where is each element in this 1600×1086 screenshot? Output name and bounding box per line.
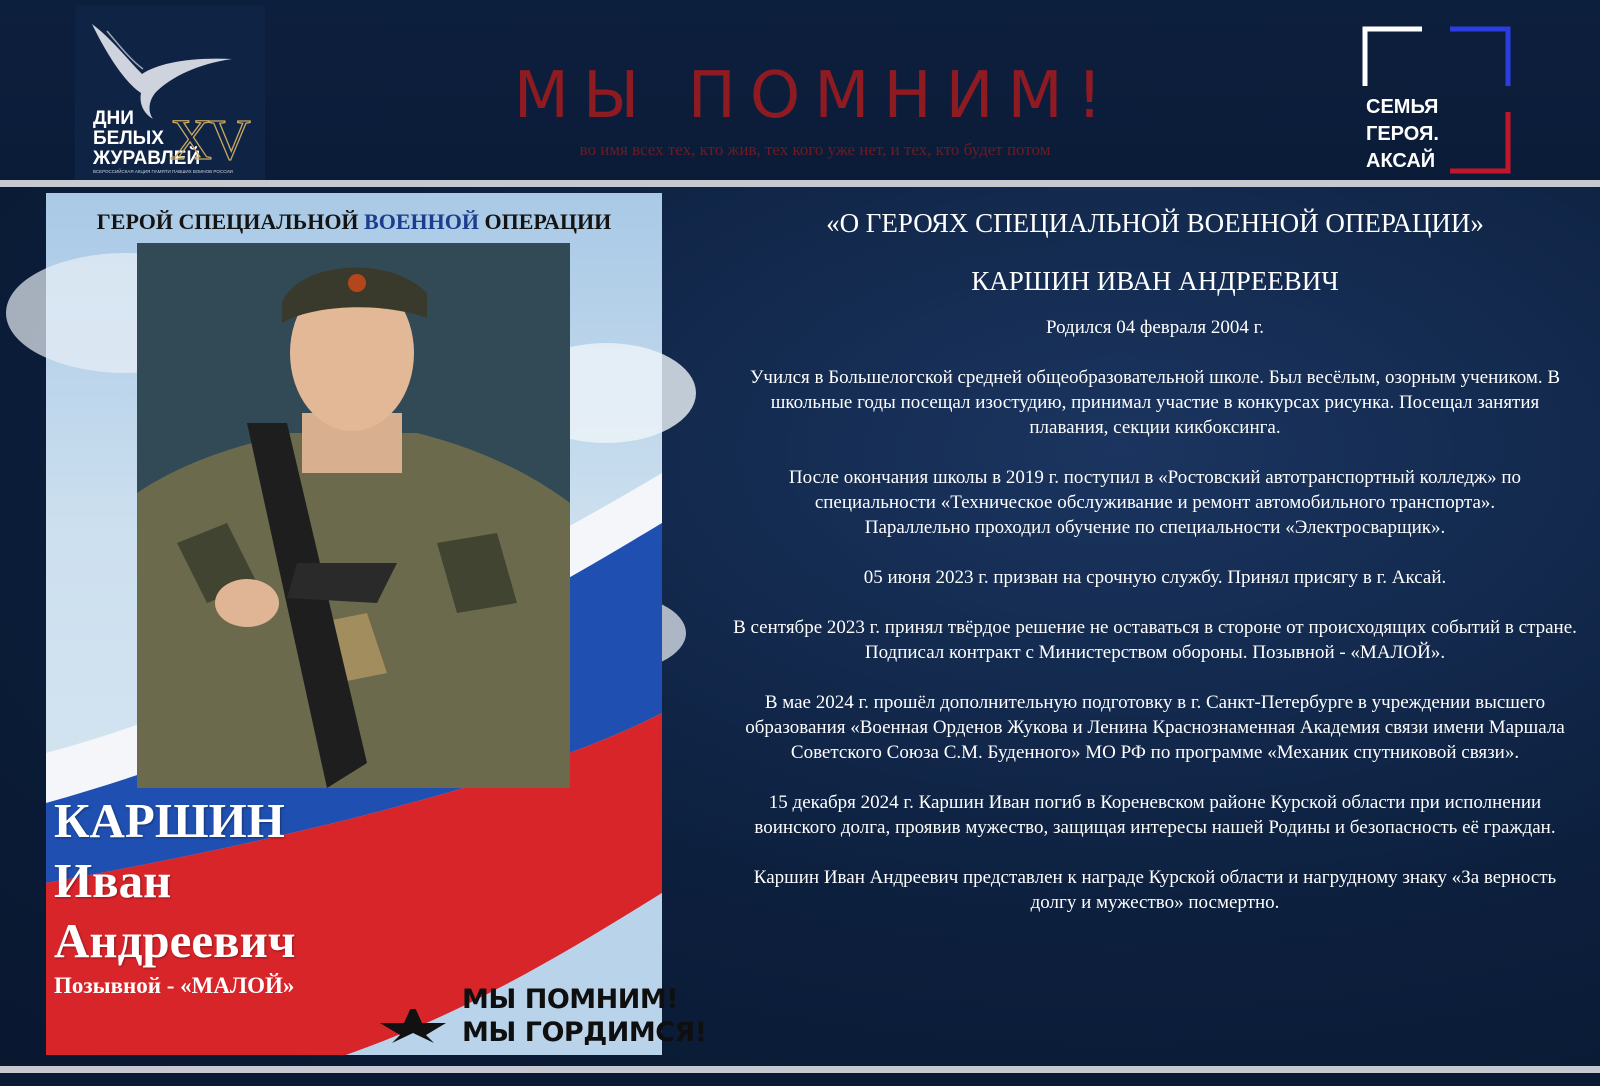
page-subtitle: во имя всех тех, кто жив, тех кого уже нет, и тех, кто будет потом	[579, 140, 1051, 159]
top-divider	[0, 180, 1600, 187]
hero-callsign: Позывной - «МАЛОЙ»	[54, 973, 295, 998]
logo-text-line1: ДНИ	[93, 108, 134, 129]
hero-first-name: Иван	[54, 853, 172, 908]
hero-family-logo-text	[1366, 94, 1439, 175]
hero-poster	[46, 193, 707, 1055]
slogan-line2: МЫ ГОРДИМСЯ!	[462, 1017, 707, 1048]
hero-family-line3: АКСАЙ	[1366, 150, 1436, 172]
logo-tagline: ВСЕРОССИЙСКАЯ АКЦИЯ ПАМЯТИ ПАВШИХ ВОИНОВ РОССИИ	[93, 169, 233, 174]
logo-text-line2: БЕЛЫХ	[93, 128, 164, 149]
bio-paragraph-contract: В сентябре 2023 г. принял твёрдое решение не оставаться в стороне от происходящих событий в стране. Подписал контракт с Министерством обороны. Позывной - «МАЛОЙ».	[733, 617, 1577, 663]
logo-numeral: XV	[170, 107, 248, 172]
poster-title-part1: ГЕРОЙ СПЕЦИАЛЬНОЙ	[96, 209, 365, 234]
biography-panel	[730, 205, 1580, 915]
bio-paragraph-conscription: 05 июня 2023 г. призван на срочную службу. Принял присягу в г. Аксай.	[863, 567, 1447, 588]
bio-paragraph-college: После окончания школы в 2019 г. поступил в «Ростовский автотранспортный колледж» по специальности «Техническое обслуживание и ремонт автомобильного транспорта».	[788, 467, 1522, 513]
hero-surname: КАРШИН	[54, 793, 285, 848]
bio-paragraph-training: В мае 2024 г. прошёл дополнительную подготовку в г. Санкт-Петербурге в учреждении высшего образования «Военная Орденов Жукова и Ленина Краснознаменная Академия связи имени Маршала Советского Союза С.М. Буденного» МО РФ по программе «Механик спутниковой связи».	[745, 692, 1565, 763]
page-title: МЫ ПОМНИМ!	[513, 59, 1117, 133]
biography-hero-name: КАРШИН ИВАН АНДРЕЕВИЧ	[971, 266, 1339, 296]
poster-title-part2: ВОЕННОЙ	[364, 209, 479, 234]
soldier-photo	[137, 243, 570, 788]
poster-title	[46, 209, 662, 235]
bio-paragraph-death: 15 декабря 2024 г. Каршин Иван погиб в Кореневском районе Курской области при исполнении воинского долга, проявив мужество, защищая интересы нашей Родины и безопасность её граждан.	[754, 792, 1556, 838]
logo-text-line3: ЖУРАВЛЕЙ	[93, 148, 201, 169]
biography-title: «О ГЕРОЯХ СПЕЦИАЛЬНОЙ ВОЕННОЙ ОПЕРАЦИИ»	[826, 208, 1484, 238]
bio-paragraph-school: Учился в Большелогской средней общеобразовательной школе. Был весёлым, озорным учеником. В школьные годы посещал изостудию, принимал участие в конкурсах рисунка. Посещал занятия плавания, секции кикбоксинга.	[749, 367, 1561, 438]
bottom-divider	[0, 1066, 1600, 1073]
soldier-portrait-image	[137, 243, 570, 788]
hero-name-block	[54, 791, 295, 999]
slogan-line1: МЫ ПОМНИМ!	[462, 984, 679, 1015]
bio-paragraph-birth: Родился 04 февраля 2004 г.	[1046, 317, 1264, 338]
hero-family-line1: СЕМЬЯ	[1366, 96, 1439, 118]
hero-family-line2: ГЕРОЯ.	[1366, 123, 1439, 145]
hero-patronymic: Андреевич	[54, 913, 296, 968]
bio-paragraph-award: Каршин Иван Андреевич представлен к награде Курской области и нагрудному знаку «За верность долгу и мужество» посмертно.	[753, 867, 1557, 913]
white-cranes-logo	[75, 5, 265, 180]
poster-title-part3: ОПЕРАЦИИ	[478, 209, 612, 234]
eternal-flame-star-icon	[368, 973, 458, 1043]
hero-family-logo	[1362, 26, 1512, 176]
bio-paragraph-welding: Параллельно проходил обучение по специальности «Электросварщик».	[864, 517, 1446, 538]
poster-slogan	[462, 983, 707, 1049]
page-header	[0, 0, 1600, 180]
